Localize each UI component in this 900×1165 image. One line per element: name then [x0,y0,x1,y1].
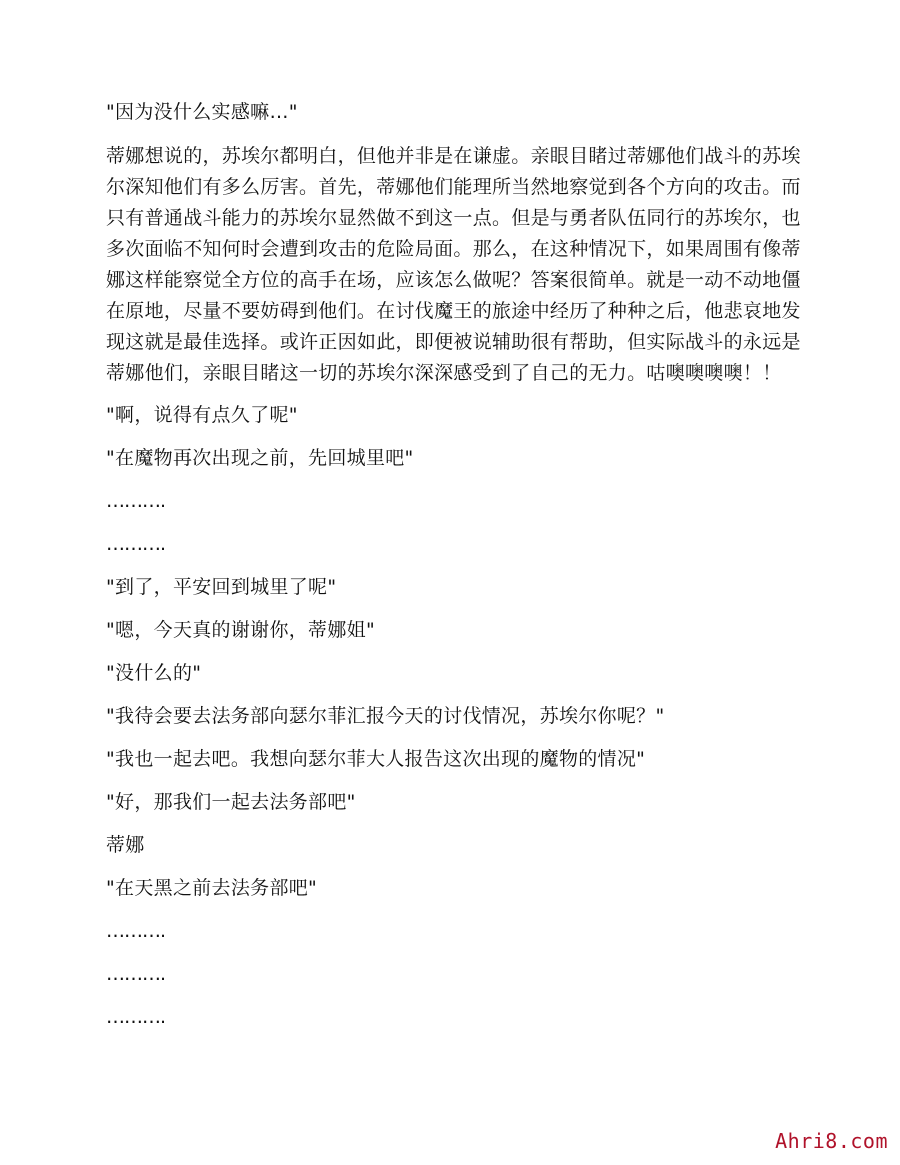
dialogue-line: "因为没什么实感嘛…" [106,101,298,123]
dialogue-line: "我待会要去法务部向瑟尔菲汇报今天的讨伐情况，苏埃尔你呢？" [106,705,665,727]
dialogue-line: "在天黑之前去法务部吧" [106,877,318,899]
document-body [106,98,806,1046]
dialogue-line: "在魔物再次出现之前，先回城里吧" [106,447,414,469]
dialogue-line: "好，那我们一起去法务部吧" [106,791,356,813]
dialogue-line: "到了，平安回到城里了呢" [106,576,337,598]
narration-paragraph: 蒂娜想说的，苏埃尔都明白，但他并非是在谦虚。亲眼目睹过蒂娜他们战斗的苏埃尔深知他们有多么厉害。首先，蒂娜他们能理所当然地察觉到各个方向的攻击。而只有普通战斗能力的苏埃尔显然做不到这一点。但是与勇者队伍同行的苏埃尔，也多次面临不知何时会遭到攻击的危险局面。那么，在这种情况下，如果周围有像蒂娜这样能察觉全方位的高手在场，应该怎么做呢？答案很简单。就是一动不动地僵在原地，尽量不要妨碍到他们。在讨伐魔王的旅途中经历了种种之后，他悲哀地发现这就是最佳选择。或许正因如此，即便被说辅助很有帮助，但实际战斗的永远是蒂娜他们，亲眼目睹这一切的苏埃尔深深感受到了自己的无力。咕噢噢噢噢！！ [106,145,801,384]
ellipsis-separator: ………. [106,490,166,512]
ellipsis-separator: ………. [106,963,166,985]
speaker-name: 蒂娜 [106,834,145,856]
ellipsis-separator: ………. [106,533,166,555]
ellipsis-separator: ………. [106,1006,166,1028]
dialogue-line: "没什么的" [106,662,202,684]
dialogue-line: "嗯，今天真的谢谢你，蒂娜姐" [106,619,375,641]
dialogue-line: "啊，说得有点久了呢" [106,404,298,426]
dialogue-line: "我也一起去吧。我想向瑟尔菲大人报告这次出现的魔物的情况" [106,748,646,770]
watermark-text: Ahri8.com [775,1129,888,1153]
ellipsis-separator: ………. [106,920,166,942]
